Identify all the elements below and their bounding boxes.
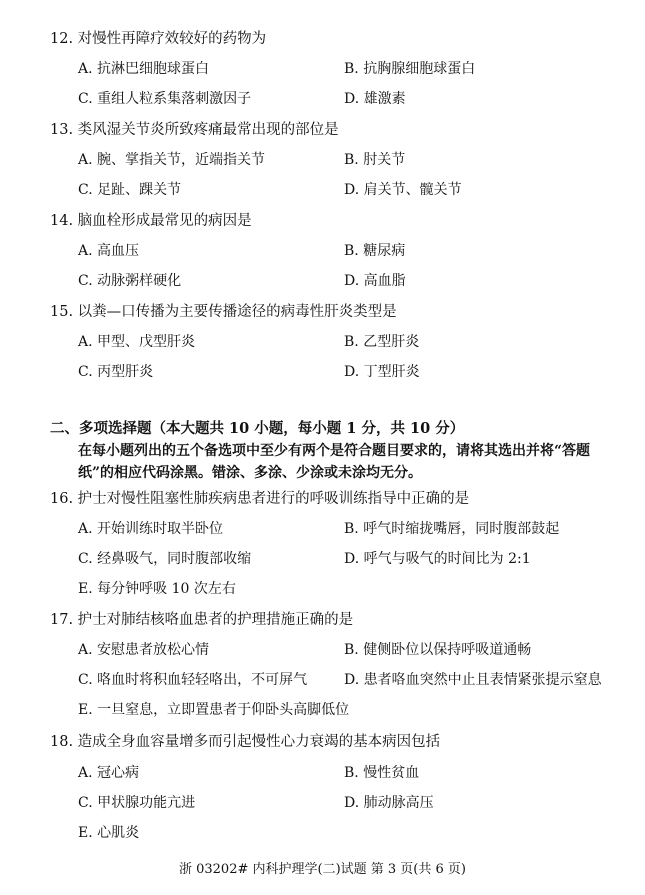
question-15-option-c: C. 丙型肝炎 [78,364,154,380]
question-14-option-c: C. 动脉粥样硬化 [78,273,182,289]
question-17-stem: 17. 护士对肺结核咯血患者的护理措施正确的是 [50,612,354,628]
question-18-option-e: E. 心肌炎 [78,825,140,841]
question-17-option-b: B. 健侧卧位以保持呼吸道通畅 [344,642,532,658]
question-13-option-a: A. 腕、掌指关节，近端指关节 [78,152,266,168]
question-16-option-a: A. 开始训练时取半卧位 [78,521,224,537]
question-16-option-b: B. 呼气时缩拢嘴唇，同时腹部鼓起 [344,521,560,537]
question-14-option-a: A. 高血压 [78,243,140,259]
question-18-option-c: C. 甲状腺功能亢进 [78,795,196,811]
question-13-option-d: D. 肩关节、髋关节 [344,182,462,198]
question-16-stem: 16. 护士对慢性阻塞性肺疾病患者进行的呼吸训练指导中正确的是 [50,491,470,507]
question-16-option-c: C. 经鼻吸气，同时腹部收缩 [78,551,252,567]
question-15-stem: 15. 以粪—口传播为主要传播途径的病毒性肝炎类型是 [50,304,397,320]
question-17-option-a: A. 安慰患者放松心情 [78,642,210,658]
question-12-option-b: B. 抗胸腺细胞球蛋白 [344,61,476,77]
question-18-stem: 18. 造成全身血容量增多而引起慢性心力衰竭的基本病因包括 [50,734,441,750]
section-2-instruction-line-2: 纸”的相应代码涂黑。错涂、多涂、少涂或未涂均无分。 [78,465,423,481]
question-16-option-e: E. 每分钟呼吸 10 次左右 [78,581,236,597]
question-14-option-d: D. 高血脂 [344,273,406,289]
question-17-option-d: D. 患者咯血突然中止且表情紧张提示窒息 [344,672,602,688]
question-14-stem: 14. 脑血栓形成最常见的病因是 [50,213,252,229]
page-footer: 浙 03202# 内科护理学(二)试题 第 3 页(共 6 页) [178,862,466,877]
question-18-option-d: D. 肺动脉高压 [344,795,434,811]
question-12-option-a: A. 抗淋巴细胞球蛋白 [78,61,210,77]
question-15-option-d: D. 丁型肝炎 [344,364,420,380]
question-15-option-a: A. 甲型、戊型肝炎 [78,334,196,350]
section-2-title: 二、多项选择题（本大题共 10 小题，每小题 1 分，共 10 分） [50,420,465,437]
question-18-option-b: B. 慢性贫血 [344,765,420,781]
question-15-option-b: B. 乙型肝炎 [344,334,420,350]
question-12-option-c: C. 重组人粒系集落刺激因子 [78,91,252,107]
question-16-option-d: D. 呼气与吸气的时间比为 2:1 [344,551,531,567]
question-13-stem: 13. 类风湿关节炎所致疼痛最常出现的部位是 [50,122,339,138]
question-17-option-e: E. 一旦窒息，立即置患者于仰卧头高脚低位 [78,702,350,718]
question-12-option-d: D. 雄激素 [344,91,406,107]
question-13-option-b: B. 肘关节 [344,152,406,168]
question-17-option-c: C. 咯血时将积血轻轻咯出，不可屏气 [78,672,308,688]
question-13-option-c: C. 足趾、踝关节 [78,182,182,198]
question-12-stem: 12. 对慢性再障疗效较好的药物为 [50,31,267,47]
question-14-option-b: B. 糖尿病 [344,243,406,259]
question-18-option-a: A. 冠心病 [78,765,140,781]
section-2-instruction-line-1: 在每小题列出的五个备选项中至少有两个是符合题目要求的，请将其选出并将“答题 [78,443,591,459]
